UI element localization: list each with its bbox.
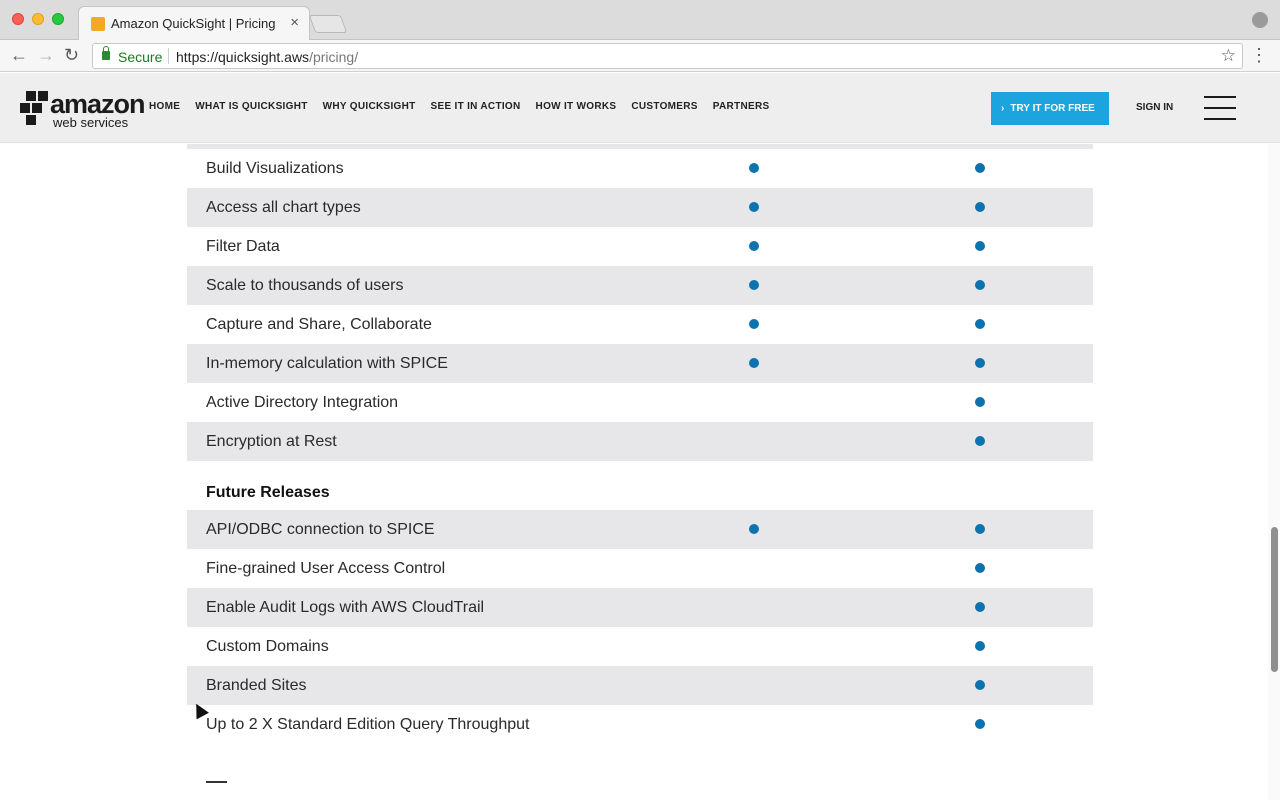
table-row [187, 666, 1093, 705]
feature-label: Fine-grained User Access Control [206, 560, 446, 577]
chevron-right-icon: › [1001, 103, 1005, 114]
enterprise-included-dot [975, 436, 985, 446]
address-divider [168, 48, 169, 64]
standard-included-dot [749, 241, 759, 251]
sign-in-link[interactable]: SIGN IN [1136, 102, 1174, 113]
feature-label: Build Visualizations [206, 160, 344, 177]
new-tab-button[interactable] [309, 15, 348, 33]
aws-logo[interactable] [20, 87, 145, 131]
enterprise-included-dot [975, 524, 985, 534]
logo-subtext: web services [53, 115, 129, 130]
standard-included-dot [749, 202, 759, 212]
browser-tab[interactable] [78, 6, 310, 40]
feature-label: In-memory calculation with SPICE [206, 355, 448, 372]
enterprise-included-dot [975, 163, 985, 173]
enterprise-included-dot [975, 680, 985, 690]
lock-icon [102, 51, 110, 60]
table-row [187, 344, 1093, 383]
try-button-label: TRY IT FOR FREE [1010, 103, 1095, 114]
enterprise-included-dot [975, 602, 985, 612]
address-bar[interactable] [92, 43, 1243, 69]
tab-title: Amazon QuickSight | Pricing [111, 16, 276, 31]
nav-item-partners[interactable]: PARTNERS [712, 101, 770, 112]
enterprise-included-dot [975, 358, 985, 368]
scrollbar-thumb[interactable] [1271, 527, 1278, 672]
standard-included-dot [749, 358, 759, 368]
enterprise-included-dot [975, 241, 985, 251]
page-scrollbar[interactable] [1268, 144, 1280, 800]
back-arrow-icon[interactable]: ← [10, 45, 28, 65]
secure-label: Secure [118, 49, 163, 65]
enterprise-included-dot [975, 641, 985, 651]
table-row [187, 627, 1093, 666]
standard-included-dot [749, 319, 759, 329]
enterprise-included-dot [975, 319, 985, 329]
standard-included-dot [749, 524, 759, 534]
close-window-button[interactable] [12, 13, 24, 25]
main-nav [149, 101, 769, 112]
nav-item-customers[interactable]: CUSTOMERS [631, 101, 698, 112]
nav-item-see-it-in-action[interactable]: SEE IT IN ACTION [430, 101, 521, 112]
table-row [187, 305, 1093, 344]
url-path: /pricing/ [309, 49, 359, 65]
table-row [187, 188, 1093, 227]
browser-menu-icon[interactable]: ⋮ [1250, 45, 1268, 65]
feature-label: Active Directory Integration [206, 394, 399, 411]
table-row [187, 383, 1093, 422]
nav-item-what-is-quicksight[interactable]: WHAT IS QUICKSIGHT [195, 101, 308, 112]
minimize-window-button[interactable] [32, 13, 44, 25]
table-row [187, 149, 1093, 188]
table-row [187, 705, 1093, 744]
cubes-icon [20, 91, 50, 127]
forward-arrow-icon[interactable]: → [37, 45, 55, 65]
table-row [187, 549, 1093, 588]
feature-label: Scale to thousands of users [206, 277, 404, 294]
table-row [187, 266, 1093, 305]
nav-item-home[interactable]: HOME [149, 101, 181, 112]
url-text[interactable] [176, 49, 358, 65]
enterprise-included-dot [975, 563, 985, 573]
feature-label: Branded Sites [206, 677, 307, 694]
feature-label: Encryption at Rest [206, 433, 337, 450]
enterprise-included-dot [975, 719, 985, 729]
feature-label: Access all chart types [206, 199, 361, 216]
browser-toolbar [0, 40, 1280, 72]
enterprise-included-dot [975, 280, 985, 290]
site-header [0, 73, 1280, 143]
feature-label: Up to 2 X Standard Edition Query Throughput [206, 716, 530, 733]
enterprise-included-dot [975, 397, 985, 407]
profile-icon[interactable] [1252, 12, 1268, 28]
nav-item-why-quicksight[interactable]: WHY QUICKSIGHT [322, 101, 416, 112]
hamburger-menu-icon[interactable] [1204, 96, 1236, 120]
table-row [187, 422, 1093, 461]
feature-label: Capture and Share, Collaborate [206, 316, 432, 333]
url-host: https://quicksight.aws [176, 49, 310, 65]
close-tab-icon[interactable]: × [290, 14, 299, 31]
try-it-for-free-button[interactable] [991, 92, 1109, 125]
bookmark-star-icon[interactable]: ☆ [1220, 46, 1236, 65]
browser-tab-bar [0, 0, 1280, 40]
nav-item-how-it-works[interactable]: HOW IT WORKS [535, 101, 617, 112]
enterprise-included-dot [975, 202, 985, 212]
table-row [187, 510, 1093, 549]
maximize-window-button[interactable] [52, 13, 64, 25]
reload-icon[interactable]: ↻ [64, 45, 80, 65]
table-row [187, 227, 1093, 266]
feature-label: API/ODBC connection to SPICE [206, 521, 435, 538]
logo-wordmark: amazon [50, 89, 145, 119]
feature-label: Enable Audit Logs with AWS CloudTrail [206, 599, 485, 616]
feature-label: Filter Data [206, 238, 280, 255]
table-row [187, 588, 1093, 627]
standard-included-dot [749, 280, 759, 290]
feature-label: Custom Domains [206, 638, 329, 655]
section-divider-dash [206, 781, 227, 783]
future-releases-heading: Future Releases [206, 484, 330, 501]
standard-included-dot [749, 163, 759, 173]
aws-favicon-icon [91, 17, 105, 31]
